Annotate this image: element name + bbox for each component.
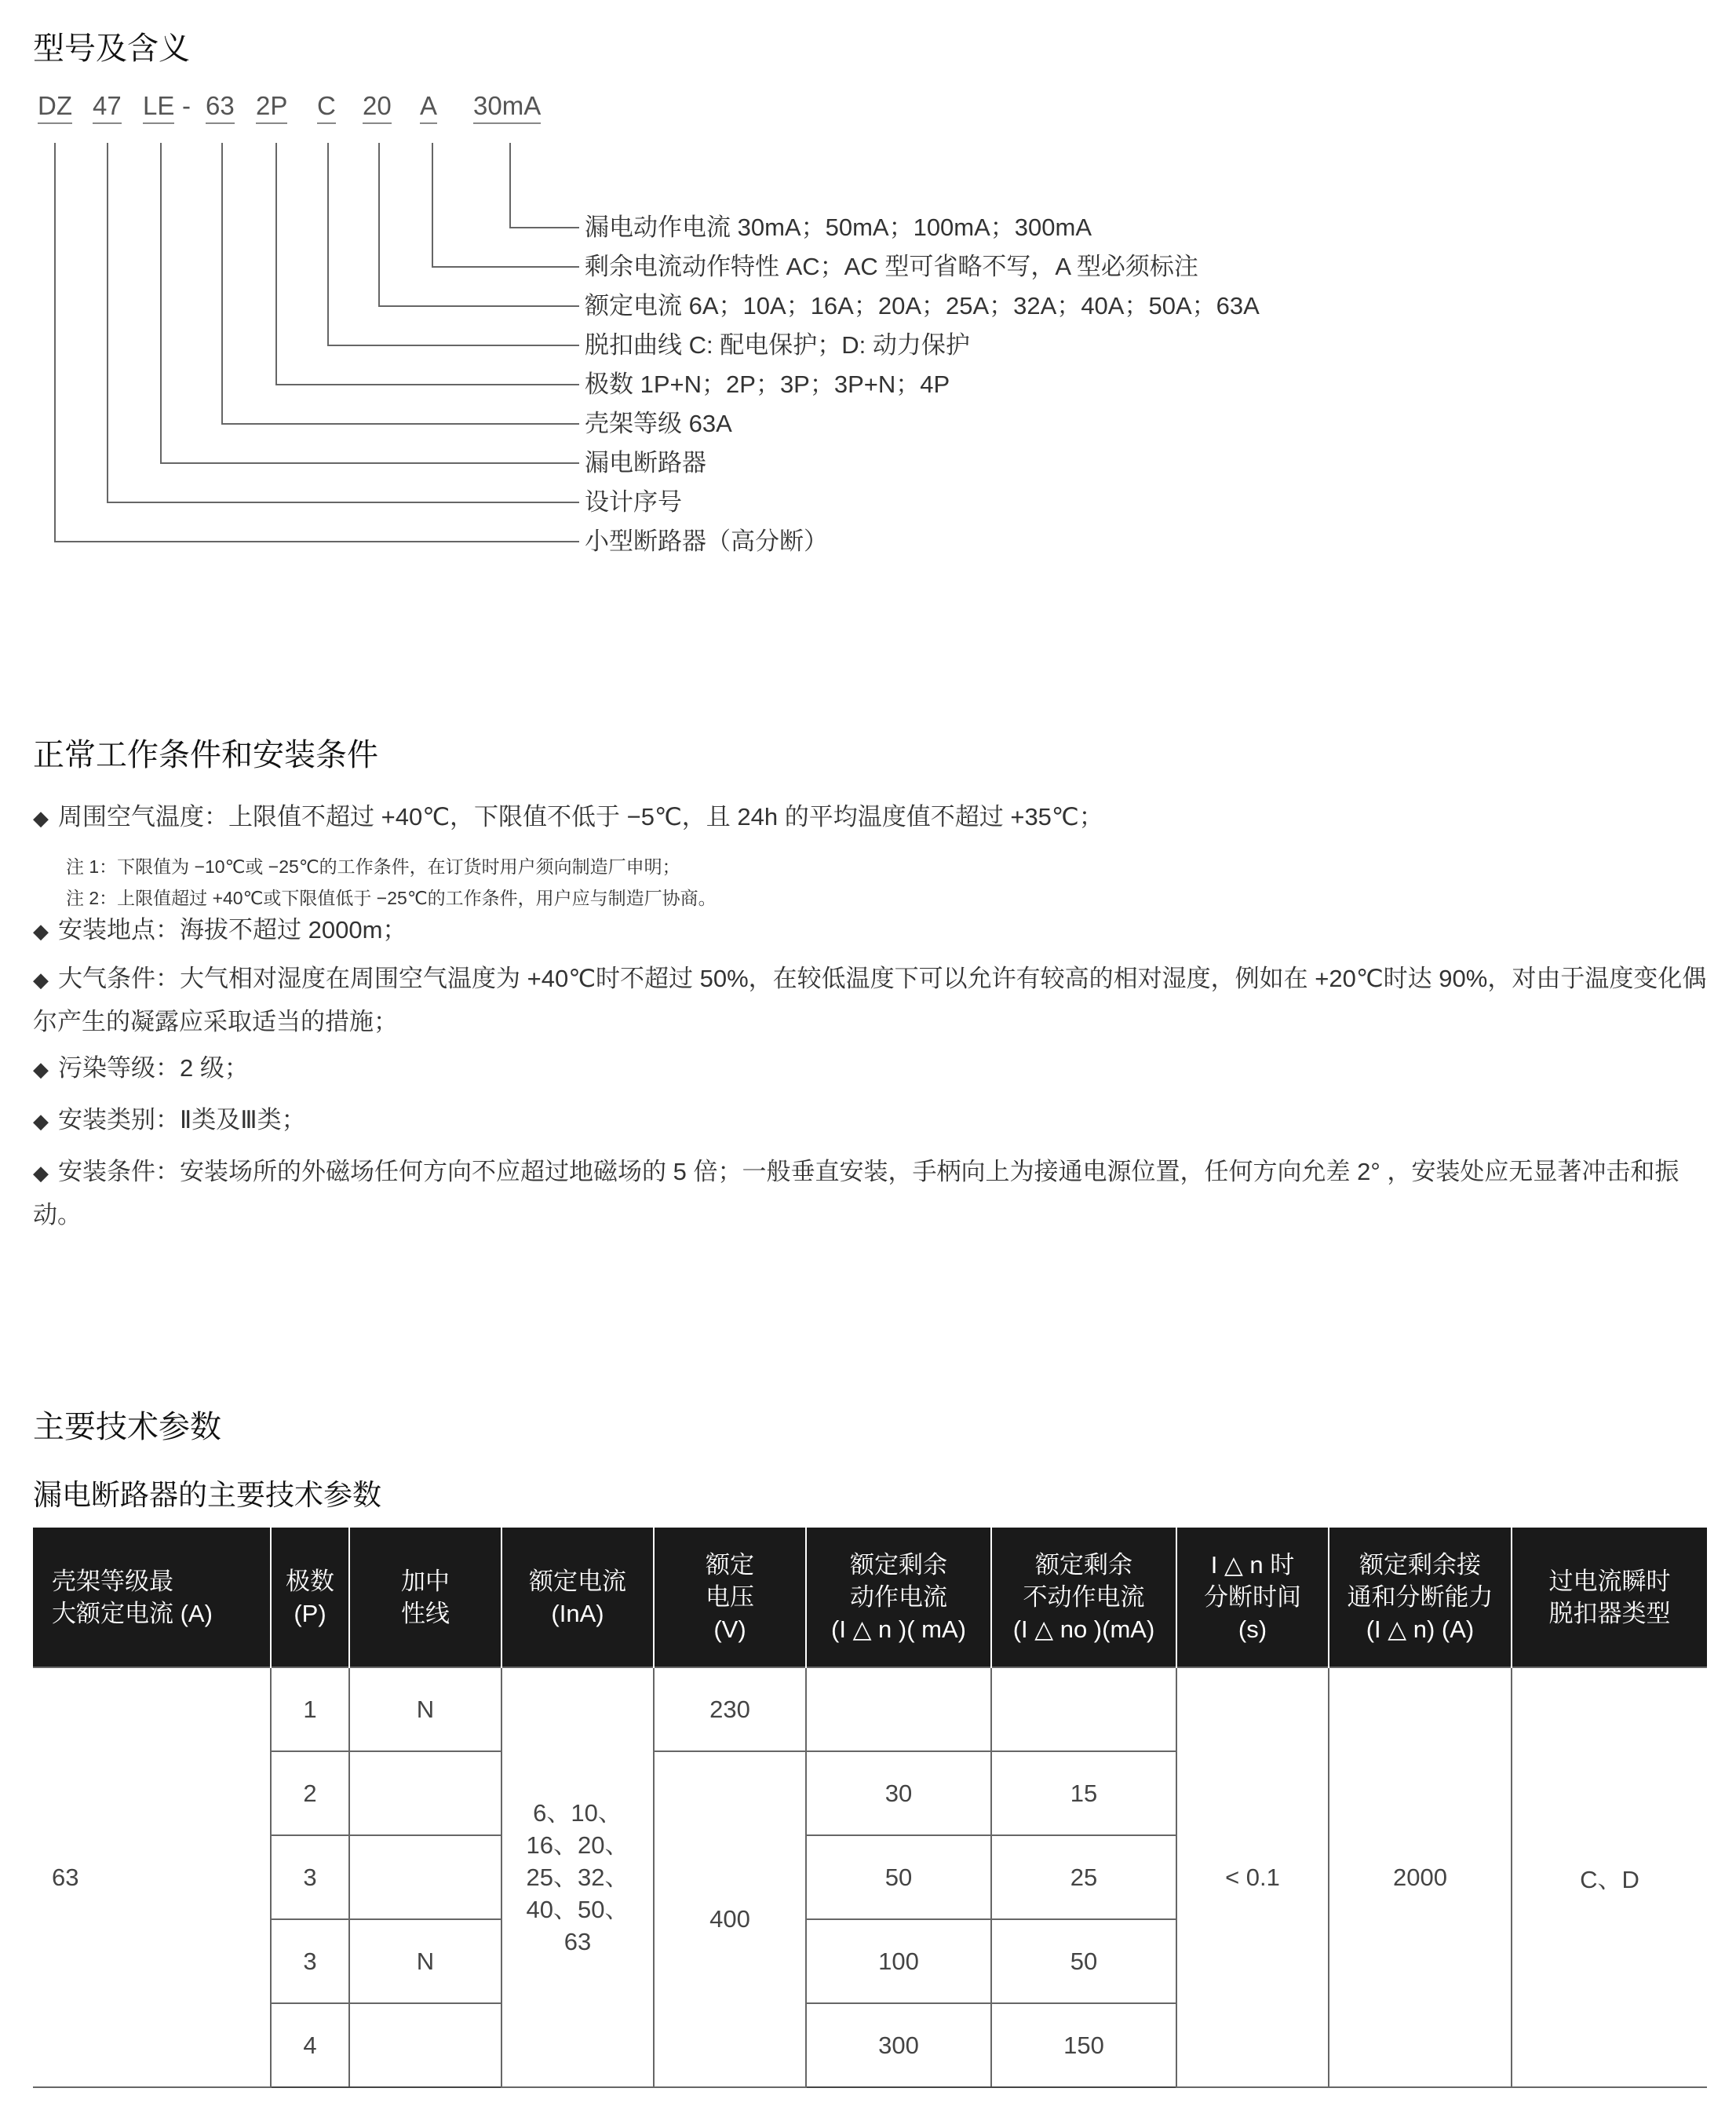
code-part-a: A [420, 91, 438, 120]
condition-item-temperature: ◆ 周围空气温度：上限值不超过 +40℃，下限值不低于 −5℃，且 24h 的平均温度值不超过 +35℃； [33, 803, 1103, 831]
condition-item-altitude: ◆ 安装地点：海拔不超过 2000m； [33, 916, 407, 944]
cell-residual-op: 300 [806, 2003, 991, 2087]
meaning-residual-characteristic: 剩余电流动作特性 AC；AC 型可省略不写，A 型必须标注 [585, 253, 1198, 280]
col-header-residual-op: 额定剩余 动作电流 (I △ n )( mA) [806, 1528, 991, 1667]
code-part-47: 47 [93, 91, 122, 120]
cell-residual-op: 100 [806, 1919, 991, 2003]
tree-line-le [161, 143, 579, 463]
section-title-conditions: 正常工作条件和安装条件 [33, 738, 378, 772]
cell-frame-current: 63 [33, 1667, 271, 2087]
condition-note-2: 注 2：上限值超过 +40℃或下限值低于 −25℃的工作条件，用户应与制造厂协商。 [66, 888, 717, 908]
col-header-break-time: I △ n 时 分断时间 (s) [1176, 1528, 1329, 1667]
code-part-c: C [317, 91, 336, 120]
meaning-trip-curve: 脱扣曲线 C: 配电保护；D: 动力保护 [585, 331, 970, 359]
table-header-row [33, 1528, 1707, 1667]
cell-neutral: N [349, 1919, 501, 2003]
condition-note-1: 注 1：下限值为 −10℃或 −25℃的工作条件，在订货时用户须向制造厂申明； [66, 856, 680, 877]
meaning-rated-current: 额定电流 6A；10A；16A；20A；25A；32A；40A；50A；63A [585, 292, 1260, 319]
tree-line-2p [276, 143, 579, 385]
code-part-2p: 2P [256, 91, 288, 120]
meaning-residual-current: 漏电动作电流 30mA；50mA；100mA；300mA [585, 214, 1092, 241]
cell-residual-nonop: 50 [991, 1919, 1176, 2003]
cell-residual-op: 30 [806, 1751, 991, 1835]
tree-line-c [328, 143, 579, 345]
bullet-icon: ◆ [33, 1109, 49, 1133]
cell-neutral: N [349, 1667, 501, 1751]
cell-voltage-400: 400 [654, 1751, 806, 2087]
meaning-design-serial: 设计序号 [585, 488, 682, 516]
cell-poles: 2 [271, 1751, 349, 1835]
meaning-poles: 极数 1P+N；2P；3P；3P+N；4P [585, 371, 950, 398]
meaning-rcbo: 漏电断路器 [585, 449, 706, 476]
meaning-frame-class: 壳架等级 63A [585, 410, 732, 437]
col-header-frame-current: 壳架等级最 大额定电流 (A) [33, 1528, 271, 1667]
bullet-icon: ◆ [33, 968, 49, 991]
cell-residual-op: 50 [806, 1835, 991, 1919]
condition-item-install-category: ◆ 安装类别：Ⅱ类及Ⅲ类； [33, 1106, 306, 1134]
code-part-le: LE [143, 91, 175, 120]
cell-voltage-230: 230 [654, 1667, 806, 1751]
bullet-icon: ◆ [33, 806, 49, 830]
col-header-break-capacity: 额定剩余接 通和分断能力 (I △ n) (A) [1329, 1528, 1512, 1667]
condition-item-pollution: ◆ 污染等级：2 级； [33, 1054, 249, 1082]
cell-poles: 4 [271, 2003, 349, 2087]
code-dash: - [182, 91, 191, 120]
spec-table [33, 1528, 1707, 2088]
cell-residual-op-empty [806, 1667, 991, 1751]
code-part-30ma: 30mA [473, 91, 542, 120]
cell-neutral [349, 2003, 501, 2087]
col-header-poles: 极数 (P) [271, 1528, 349, 1667]
col-header-voltage: 额定 电压 (V) [654, 1528, 806, 1667]
cell-residual-nonop: 25 [991, 1835, 1176, 1919]
col-header-neutral: 加中 性线 [349, 1528, 501, 1667]
cell-poles: 3 [271, 1835, 349, 1919]
section-title-model: 型号及含义 [33, 31, 190, 66]
bullet-icon: ◆ [33, 1161, 49, 1185]
meaning-mcb: 小型断路器（高分断） [585, 528, 828, 555]
bullet-icon: ◆ [33, 1057, 49, 1081]
cell-poles: 1 [271, 1667, 349, 1751]
model-tree-lines [0, 0, 1736, 565]
bullet-icon: ◆ [33, 919, 49, 943]
code-part-63: 63 [206, 91, 235, 120]
cell-rated-current: 6、10、 16、20、 25、32、 40、50、 63 [501, 1667, 654, 2087]
cell-neutral [349, 1751, 501, 1835]
tree-line-20 [379, 143, 579, 306]
condition-item-install-conditions: ◆ 安装条件：安装场所的外磁场任何方向不应超过地磁场的 5 倍；一般垂直安装，手柄向上为接通电源位置，任何方向允差 2° ，安装处应无显著冲击和振动。 [33, 1158, 1679, 1228]
code-part-20: 20 [363, 91, 392, 120]
tree-line-47 [108, 143, 579, 502]
condition-item-atmosphere: ◆ 大气条件：大气相对湿度在周围空气温度为 +40℃时不超过 50%，在较低温度下可以允许有较高的相对湿度，例如在 +20℃时达 90%，对由于温度变化偶尔产生的凝露应采取适当的措施； [33, 965, 1707, 1035]
cell-poles: 3 [271, 1919, 349, 2003]
tree-line-dz [55, 143, 579, 542]
cell-break-capacity: 2000 [1329, 1667, 1512, 2087]
tree-line-a [432, 143, 579, 267]
section-title-specs: 主要技术参数 [33, 1410, 221, 1444]
col-header-residual-nonop: 额定剩余 不动作电流 (I △ no )(mA) [991, 1528, 1176, 1667]
cell-residual-nonop: 15 [991, 1751, 1176, 1835]
cell-trip-type: C、D [1512, 1667, 1707, 2087]
cell-break-time: < 0.1 [1176, 1667, 1329, 2087]
tree-line-30ma [510, 143, 579, 228]
code-part-dz: DZ [38, 91, 72, 120]
cell-residual-nonop: 150 [991, 2003, 1176, 2087]
cell-neutral [349, 1835, 501, 1919]
col-header-rated-current: 额定电流 (InA) [501, 1528, 654, 1667]
table-caption: 漏电断路器的主要技术参数 [33, 1479, 381, 1511]
table-row [33, 1667, 1707, 1751]
cell-residual-nonop-empty [991, 1667, 1176, 1751]
col-header-trip-type: 过电流瞬时 脱扣器类型 [1512, 1528, 1707, 1667]
